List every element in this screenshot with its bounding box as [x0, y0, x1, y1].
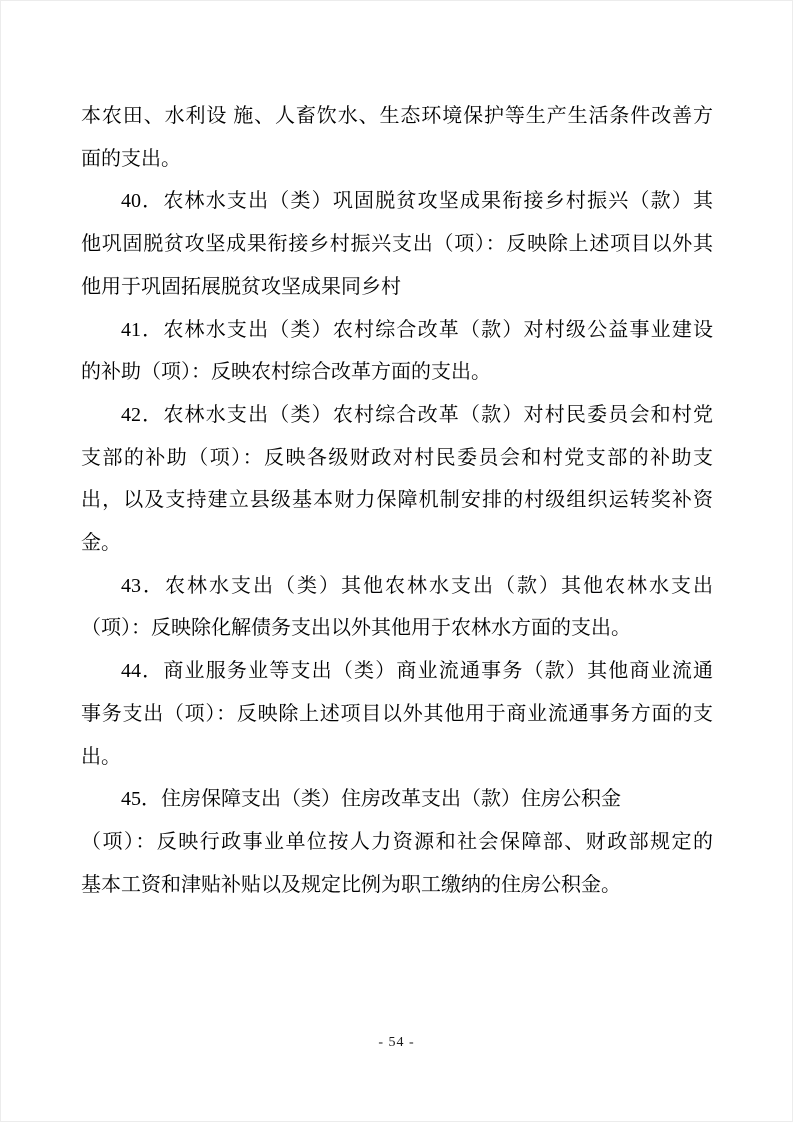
text-line: 基本工资和津贴补贴以及规定比例为职工缴纳的住房公积金。 — [81, 873, 621, 896]
page-number: - 54 - — [378, 1035, 415, 1050]
page-footer — [1, 1031, 792, 1055]
text-line: 金。 — [81, 532, 121, 555]
text-line: 面的支出。 — [81, 147, 181, 170]
para-item-43 — [81, 565, 713, 650]
text-line: （项）：反映行政事业单位按人力资源和社会保障部、财政部规定的 — [81, 830, 713, 853]
text-line: 41．农林水支出（类）农村综合改革（款）对村级公益事业建设 — [121, 318, 713, 341]
text-line: 事务支出（项）：反映除上述项目以外其他用于商业流通事务方面的支 — [81, 702, 713, 725]
para-item-41 — [81, 309, 713, 394]
text-line: 43．农林水支出（类）其他农林水支出（款）其他农林水支出 — [121, 574, 713, 597]
para-item-44 — [81, 650, 713, 778]
text-line: 40．农林水支出（类）巩固脱贫攻坚成果衔接乡村振兴（款）其 — [121, 190, 713, 213]
para-item-45 — [81, 778, 713, 906]
text-line: 本农田、水利设 施、人畜饮水、生态环境保护等生产生活条件改善方 — [81, 105, 713, 127]
text-line: 出。 — [81, 745, 121, 768]
text-line: 的补助（项）：反映农村综合改革方面的支出。 — [81, 361, 491, 384]
para-item-40 — [81, 180, 713, 308]
text-line: 他用于巩固拓展脱贫攻坚成果同乡村 — [81, 275, 401, 298]
text-line: 44．商业服务业等支出（类）商业流通事务（款）其他商业流通 — [121, 660, 713, 683]
text-line: 出，以及支持建立县级基本财力保障机制安排的村级组织运转奖补资 — [81, 489, 713, 512]
text-line: （项）：反映除化解债务支出以外其他用于农林水方面的支出。 — [81, 617, 631, 640]
text-line: 42．农林水支出（类）农村综合改革（款）对村民委员会和村党 — [121, 403, 713, 426]
document-body — [81, 95, 713, 906]
text-line: 45．住房保障支出（类）住房改革支出（款）住房公积金 — [121, 788, 621, 811]
text-line: 他巩固脱贫攻坚成果衔接乡村振兴支出（项）：反映除上述项目以外其 — [81, 233, 713, 256]
text-line: 支部的补助（项）：反映各级财政对村民委员会和村党支部的补助支 — [81, 446, 713, 469]
para-item-42 — [81, 394, 713, 565]
para-continuation — [81, 95, 713, 180]
